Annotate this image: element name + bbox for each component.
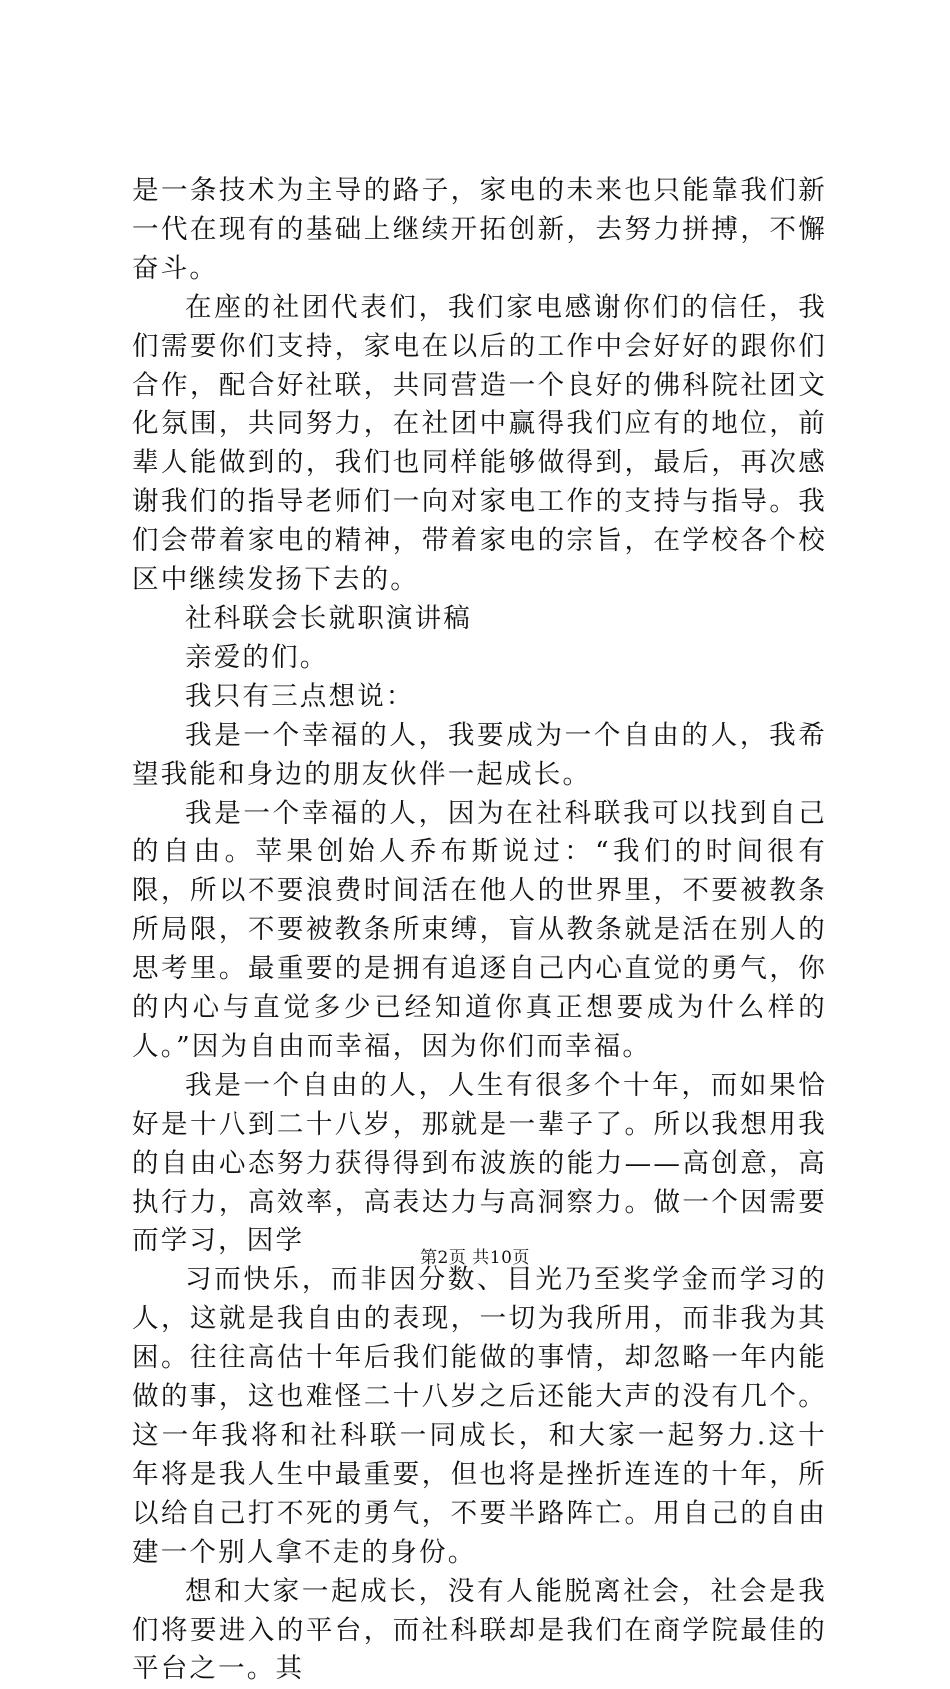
paragraph-10: 想和大家一起成长，没有人能脱离社会，社会是我们将要进入的平台，而社科联却是我们在商学院最佳的平台之一。其 — [132, 1575, 827, 1685]
paragraph-7: 我是一个幸福的人，因为在社科联我可以找到自己的自由。苹果创始人乔布斯说过：“我们的时间很有限，所以不要浪费时间活在他人的世界里，不要被教条所局限，不要被教条所束缚，盲从教条就是活在别人的思考里。最重要的是拥有追逐自己内心直觉的勇气，你的内心与直觉多少已经知道你真正想要成为什么样的人。”因为自由而幸福，因为你们而幸福。 — [132, 797, 827, 1062]
salutation: 亲爱的们。 — [185, 641, 329, 673]
section-title: 社科联会长就职演讲稿 — [185, 602, 472, 634]
paragraph-2: 在座的社团代表们，我们家电感谢你们的信任，我们需要你们支持，家电在以后的工作中会好好的跟你们合作，配合好社联，共同营造一个良好的佛科院社团文化氛围，共同努力，在社团中赢得我们应有的地位，前辈人能做到的，我们也同样能够做得到，最后，再次感谢我们的指导老师们一向对家电工作的支持与指导。我们会带着家电的精神，带着家电的宗旨，在学校各个校区中继续发扬下去的。 — [132, 291, 827, 596]
paragraph-6: 我是一个幸福的人，我要成为一个自由的人，我希望我能和身边的朋友伙伴一起成长。 — [132, 719, 827, 790]
paragraph-8: 我是一个自由的人，人生有很多个十年，而如果恰好是十八到二十八岁，那就是一辈子了。所以我想用我的自由心态努力获得得到布波族的能力——高创意，高执行力，高效率，高表达力与高洞察力。做一个因需要而学习，因学 — [132, 1069, 827, 1257]
paragraph-9: 习而快乐，而非因分数、目光乃至奖学金而学习的人，这就是我自由的表现，一切为我所用，而非我为其困。往往高估十年后我们能做的事情，却忽略一年内能做的事，这也难怪二十八岁之后还能大声的没有几个。这一年我将和社科联一同成长，和大家一起努力.这十年将是我人生中最重要，但也将是挫折连连的十年，所以给自己打不死的勇气，不要半路阵亡。用自己的自由建一个别人拿不走的身份。 — [132, 1264, 827, 1568]
paragraph-1: 是一条技术为主导的路子，家电的未来也只能靠我们新一代在现有的基础上继续开拓创新，去努力拼搏，不懈奋斗。 — [132, 175, 827, 284]
page-number-footer: 第2页 共10页 — [420, 1248, 530, 1268]
paragraph-5: 我只有三点想说： — [185, 680, 415, 712]
